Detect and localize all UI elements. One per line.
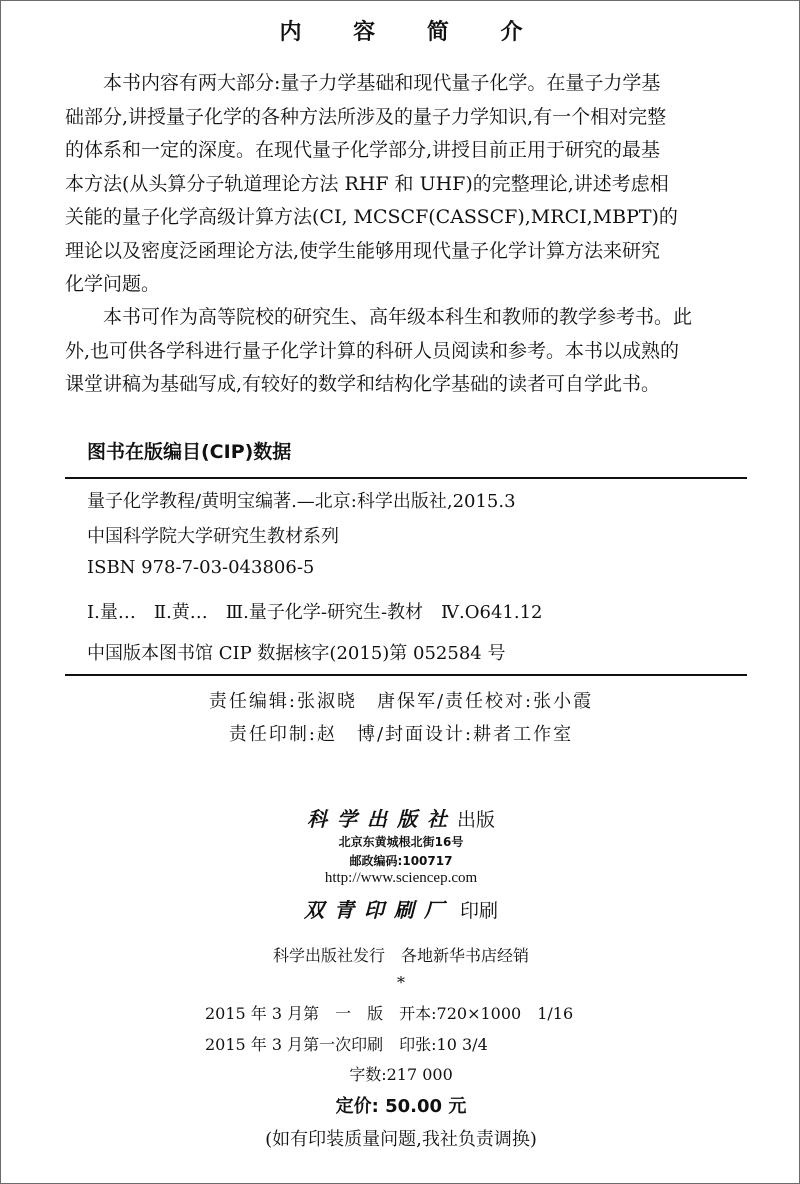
text-line: 础部分,讲授量子化学的各种方法所涉及的量子力学知识,有一个相对完整 xyxy=(65,105,667,128)
printer-name: 双青印刷厂 xyxy=(303,898,454,922)
publisher-address: 北京东黄城根北街16号 xyxy=(338,835,464,849)
text-line: 课堂讲稿为基础写成,有较好的数学和结构化学基础的读者可自学此书。 xyxy=(65,373,661,395)
cip-title-line: 量子化学教程/黄明宝编著.—北京:科学出版社,2015.3 xyxy=(87,491,516,512)
editors-line: 责任编辑:张淑晓 唐保军/责任校对:张小霞 xyxy=(208,691,594,712)
text-line: 关能的量子化学高级计算方法(CI, MCSCF(CASSCF),MRCI,MBPT)的 xyxy=(65,206,678,228)
text-line: 外,也可供各学科进行量子化学计算的科研人员阅读和参考。本书以成熟的 xyxy=(65,339,680,362)
cip-isbn-line: ISBN 978-7-03-043806-5 xyxy=(87,557,315,578)
cip-heading: 图书在版编目(CIP)数据 xyxy=(87,441,292,463)
publisher-suffix: 出版 xyxy=(456,809,495,831)
intro-paragraph-1 xyxy=(65,67,749,302)
cip-record-line: 中国版本图书馆 CIP 数据核字(2015)第 052584 号 xyxy=(87,643,506,664)
text-line: 的体系和一定的深度。在现代量子化学部分,讲授目前正用于研究的最基 xyxy=(65,139,661,161)
printer-line xyxy=(1,894,800,923)
cip-classification-line: Ⅰ.量… Ⅱ.黄… Ⅲ.量子化学-研究生-教材 Ⅳ.O641.12 xyxy=(87,602,543,623)
publisher-postcode: 邮政编码:100717 xyxy=(349,854,453,868)
distribution-line: 科学出版社发行 各地新华书店经销 xyxy=(272,946,529,965)
production-line: 责任印制:赵 博/封面设计:耕者工作室 xyxy=(228,724,574,745)
price: 定价: 50.00 元 xyxy=(335,1096,467,1117)
intro-paragraph-2 xyxy=(65,301,749,402)
publisher-url: http://www.sciencep.com xyxy=(324,870,478,886)
edition-line: 2015 年 3 月第 一 版 开本:720×1000 1/16 xyxy=(205,1004,574,1023)
text-line: 本方法(从头算分子轨道理论方法 RHF 和 UHF)的完整理论,讲述考虑相 xyxy=(65,172,669,195)
text-line: 理论以及密度泛函理论方法,使学生能够用现代量子化学计算方法来研究 xyxy=(65,239,661,262)
text-line: 本书可作为高等院校的研究生、高年级本科生和教师的教学参考书。此 xyxy=(103,306,693,328)
publisher-line xyxy=(1,803,800,832)
cip-top-rule xyxy=(65,477,747,479)
text-line: 本书内容有两大部分:量子力学基础和现代量子化学。在量子力学基 xyxy=(103,72,661,94)
separator-asterisk: * xyxy=(397,973,405,992)
page-title: 内 容 简 介 xyxy=(279,20,545,45)
printing-line: 2015 年 3 月第一次印刷 印张:10 3/4 xyxy=(205,1035,488,1054)
cip-bottom-rule xyxy=(65,674,747,676)
quality-note: (如有印装质量问题,我社负责调换) xyxy=(265,1129,537,1150)
printer-suffix: 印刷 xyxy=(459,900,498,922)
publisher-name: 科学出版社 xyxy=(306,807,457,831)
word-count: 字数:217 000 xyxy=(349,1065,453,1084)
text-line: 化学问题。 xyxy=(65,273,161,295)
cip-series-line: 中国科学院大学研究生教材系列 xyxy=(87,526,339,547)
